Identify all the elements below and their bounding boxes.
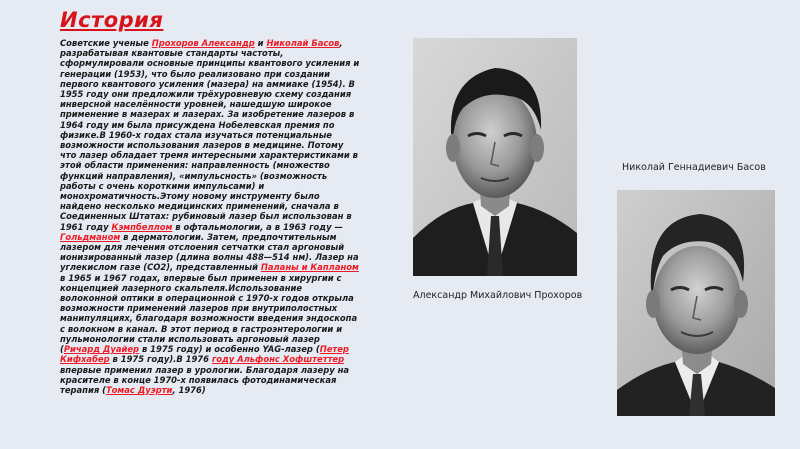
- basov-portrait-photo: [617, 190, 775, 416]
- highlighted-name: Прохоров Александр: [151, 38, 255, 48]
- paragraph-text: впервые применил лазер в урологии. Благодаря лазеру на красителе в конце 1970-х появилась фотодинамическая терапия (: [60, 364, 350, 395]
- paragraph-text: , 1976): [172, 384, 206, 395]
- slide-title: История: [60, 8, 164, 32]
- paragraph-text: в 1965 и 1967 годах, впервые был применен в хирургии с концепцией лазерного скальпеля.Использование волоконной оптики в операционной с 1970-х годов открыла возможности применений лазеров при внутриполостных манипуляциях, благодаря возможности введения эндоскопа с волокном в канал. В этот период в гастроэнтерологии и пульмонологии стали использовать аргоновый лазер (: [60, 272, 358, 355]
- paragraph-text: в 1975 году).В 1976: [109, 354, 212, 365]
- prokhorov-caption: Александр Михайлович Прохоров: [413, 290, 583, 301]
- paragraph-text: , разрабатывая квантовые стандарты частоты, сформулировали основные принципы квантового усиления и генерации (1953), что было реализовано при создании первого квантового усиления (мазера) на аммиаке (1954). В 1955 году они предложили трёхуровневую схему создания инверсной населённости уровней, нашедшую широкое применение в мазерах и лазерах. За изобретение лазеров в 1964 году им была присуждена Нобелевская премия по физике.В 1960-х годах стала изучаться потенциальные возможности использования лазеров в медицине. Потому что лазер обладает тремя интересными характеристиками в этой области применения: направленность (множество функций направления), «импульсность» (возможность работы с очень короткими импульсами) и монохроматичность.Этому новому инструменту было найдено несколько медицинских применений, сначала в Соединенных Штатах: рубиновый лазер был использован в 1961 году: [60, 38, 360, 232]
- paragraph-text: в дерматологии. Затем, предпочтительным лазером для лечения отслоения сетчатки стал аргоновый ионизированный лазер (длина волны 488—514 нм). Лазер на углекислом газе (CO2), представленный: [60, 231, 359, 273]
- highlighted-name: Ричард Дуайер: [63, 344, 140, 355]
- paragraph-text: Советские ученые: [60, 38, 152, 48]
- highlighted-name: Томас Дуэрти: [105, 384, 173, 395]
- history-paragraph: [60, 38, 360, 395]
- highlighted-name: Кэмпбеллом: [111, 221, 173, 232]
- basov-caption: Николай Геннадиевич Басов: [622, 162, 766, 173]
- highlighted-name: году Альфонс Хофштеттер: [211, 354, 345, 365]
- highlighted-name: Петер Кифхабер: [60, 344, 349, 365]
- highlighted-name: Паланы и Капланом: [260, 262, 359, 273]
- paragraph-text: и: [254, 38, 267, 48]
- paragraph-text: в офтальмологии, а в 1963 году —: [172, 221, 343, 232]
- highlighted-name: Николай Басов: [266, 38, 340, 48]
- prokhorov-portrait-photo: [413, 38, 577, 276]
- paragraph-text: в 1975 году) и особенно YAG-лазер (: [139, 344, 320, 355]
- highlighted-name: Гольдманом: [60, 231, 121, 242]
